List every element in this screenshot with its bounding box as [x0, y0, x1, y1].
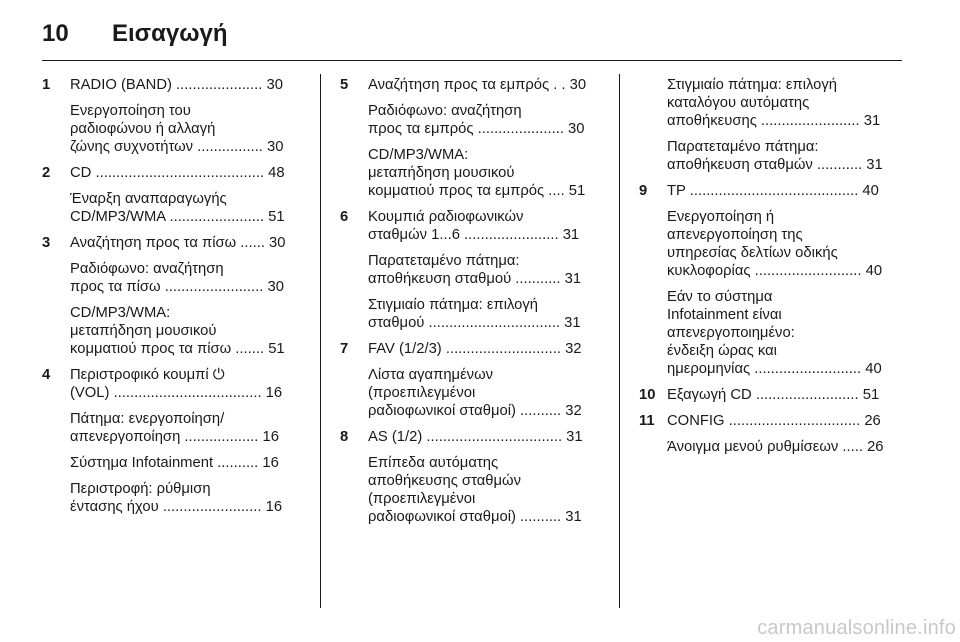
- index-subentry: [639, 76, 901, 130]
- index-entry: [340, 76, 602, 94]
- entry-text-line: (προεπιλεγμένοι: [368, 385, 476, 401]
- entry-text-line: σταθμών 1...6 ....................... 31: [368, 227, 580, 243]
- index-subentry: [42, 260, 304, 296]
- index-entry: [340, 208, 602, 244]
- entry-text-line: αποθήκευσης ........................ 31: [667, 113, 881, 129]
- entry-text-line: CD/MP3/WMA:: [70, 305, 171, 321]
- index-entry: [639, 182, 901, 200]
- column-3: [639, 76, 901, 464]
- entry-text-line: ραδιοφωνικοί σταθμοί) .......... 32: [368, 403, 582, 419]
- entry-text-line: Αναζήτηση προς τα εμπρός . . 30: [368, 77, 587, 93]
- entry-text-line: RADIO (BAND) ..................... 30: [70, 77, 283, 93]
- entry-text-line: TP ......................................... 40: [667, 183, 879, 199]
- entry-text-line: AS (1/2) ................................. 31: [368, 429, 583, 445]
- index-entry: [42, 234, 304, 252]
- entry-text-line: υπηρεσίας δελτίων οδικής: [667, 245, 838, 261]
- column-divider-1: [320, 74, 321, 608]
- entry-text-line: Σύστημα Infotainment .......... 16: [70, 455, 279, 471]
- index-entry: [340, 428, 602, 446]
- index-subentry: [42, 480, 304, 516]
- index-subentry: [42, 102, 304, 156]
- column-divider-2: [619, 74, 620, 608]
- index-entry: [42, 76, 304, 94]
- entry-text-line: Πάτημα: ενεργοποίηση/: [70, 411, 225, 427]
- index-subentry: [42, 410, 304, 446]
- entry-text-line: κομματιού προς τα πίσω ....... 51: [70, 341, 285, 357]
- header-rule: [42, 60, 902, 61]
- index-subentry: [340, 102, 602, 138]
- index-entry: [42, 164, 304, 182]
- entry-number: 2: [42, 165, 51, 181]
- entry-text-line: FAV (1/2/3) ............................ 32: [368, 341, 582, 357]
- entry-text-line: Ραδιόφωνο: αναζήτηση: [368, 103, 522, 119]
- entry-text-line: Αναζήτηση προς τα πίσω ...... 30: [70, 235, 286, 251]
- column-1: [42, 76, 304, 524]
- entry-text-line: Εάν το σύστημα: [667, 289, 773, 305]
- entry-text-line: ημερομηνίας .......................... 40: [667, 361, 882, 377]
- index-subentry: [639, 288, 901, 378]
- entry-text-line: ένδειξη ώρας και: [667, 343, 777, 359]
- entry-number: 1: [42, 77, 51, 93]
- entry-number: 11: [639, 413, 655, 429]
- entry-number: 10: [639, 387, 656, 403]
- entry-text-line: Παρατεταμένο πάτημα:: [368, 253, 520, 269]
- entry-text-line: ζώνης συχνοτήτων ................ 30: [70, 139, 284, 155]
- page-number: 10: [42, 20, 69, 47]
- column-2: [340, 76, 602, 534]
- index-subentry: [639, 138, 901, 174]
- index-subentry: [639, 438, 901, 456]
- index-subentry: [340, 454, 602, 526]
- entry-text-line: απενεργοποιημένο:: [667, 325, 795, 341]
- entry-text-line: Ραδιόφωνο: αναζήτηση: [70, 261, 224, 277]
- entry-text-line: καταλόγου αυτόματης: [667, 95, 810, 111]
- entry-text-line: Στιγμιαίο πάτημα: επιλογή: [667, 77, 838, 93]
- index-subentry: [42, 454, 304, 472]
- entry-text-line: σταθμού ................................ 31: [368, 315, 581, 331]
- entry-text-line: CONFIG ................................ 26: [667, 413, 881, 429]
- entry-text-line: Παρατεταμένο πάτημα:: [667, 139, 819, 155]
- entry-number: 7: [340, 341, 349, 357]
- entry-text-line: απενεργοποίηση .................. 16: [70, 429, 279, 445]
- entry-text-line: αποθήκευση σταθμών ........... 31: [667, 157, 883, 173]
- entry-number: 4: [42, 367, 51, 383]
- entry-text-line: μεταπήδηση μουσικού: [70, 323, 217, 339]
- entry-text-line: προς τα πίσω ........................ 30: [70, 279, 284, 295]
- entry-number: 9: [639, 183, 648, 199]
- entry-text-line: Infotainment είναι: [667, 307, 782, 323]
- entry-text-line: Επίπεδα αυτόματης: [368, 455, 499, 471]
- entry-text-line: αποθήκευσης σταθμών: [368, 473, 521, 489]
- index-subentry: [639, 208, 901, 280]
- entry-text-line: κομματιού προς τα εμπρός .... 51: [368, 183, 586, 199]
- entry-text-line: (προεπιλεγμένοι: [368, 491, 476, 507]
- index-entry: [639, 412, 901, 430]
- entry-text-line: απενεργοποίηση της: [667, 227, 803, 243]
- entry-text-line: (VOL) .................................... 16: [70, 385, 283, 401]
- entry-text-line: CD/MP3/WMA:: [368, 147, 469, 163]
- entry-number: 3: [42, 235, 51, 251]
- index-entry: [340, 340, 602, 358]
- entry-text-line: Περιστροφή: ρύθμιση: [70, 481, 211, 497]
- entry-number: 6: [340, 209, 349, 225]
- index-entry: [42, 366, 304, 402]
- entry-text-line: αποθήκευση σταθμού ........... 31: [368, 271, 582, 287]
- page-header: [42, 14, 902, 54]
- index-subentry: [340, 252, 602, 288]
- index-subentry: [42, 190, 304, 226]
- index-subentry: [340, 146, 602, 200]
- entry-number: 8: [340, 429, 349, 445]
- entry-text-line: CD/MP3/WMA ....................... 51: [70, 209, 285, 225]
- index-entry: [639, 386, 901, 404]
- index-subentry: [42, 304, 304, 358]
- entry-text-line: Άνοιγμα μενού ρυθμίσεων ..... 26: [667, 439, 884, 455]
- entry-text-line: Ενεργοποίηση ή: [667, 209, 775, 225]
- entry-text-line: ραδιοφωνικοί σταθμοί) .......... 31: [368, 509, 582, 525]
- entry-text-line: Κουμπιά ραδιοφωνικών: [368, 209, 524, 225]
- index-subentry: [340, 296, 602, 332]
- index-subentry: [340, 366, 602, 420]
- entry-text-line: έντασης ήχου ........................ 16: [70, 499, 283, 515]
- entry-text-line: μεταπήδηση μουσικού: [368, 165, 515, 181]
- entry-text-line: Λίστα αγαπημένων: [368, 367, 494, 383]
- entry-text-line: προς τα εμπρός ..................... 30: [368, 121, 585, 137]
- entry-text-line: CD ......................................... 48: [70, 165, 285, 181]
- entry-text-line: κυκλοφορίας .......................... 40: [667, 263, 883, 279]
- entry-text-line: ραδιοφώνου ή αλλαγή: [70, 121, 216, 137]
- entry-text-line: Εξαγωγή CD ......................... 51: [667, 387, 880, 403]
- entry-text-line: Ενεργοποίηση του: [70, 103, 191, 119]
- entry-text-line: Έναρξη αναπαραγωγής: [70, 191, 227, 207]
- watermark: carmanualsonline.info: [757, 617, 956, 639]
- entry-number: 5: [340, 77, 349, 93]
- entry-text-line: Περιστροφικό κουμπί ⏻: [70, 367, 225, 383]
- page-title: Εισαγωγή: [112, 20, 228, 47]
- entry-text-line: Στιγμιαίο πάτημα: επιλογή: [368, 297, 539, 313]
